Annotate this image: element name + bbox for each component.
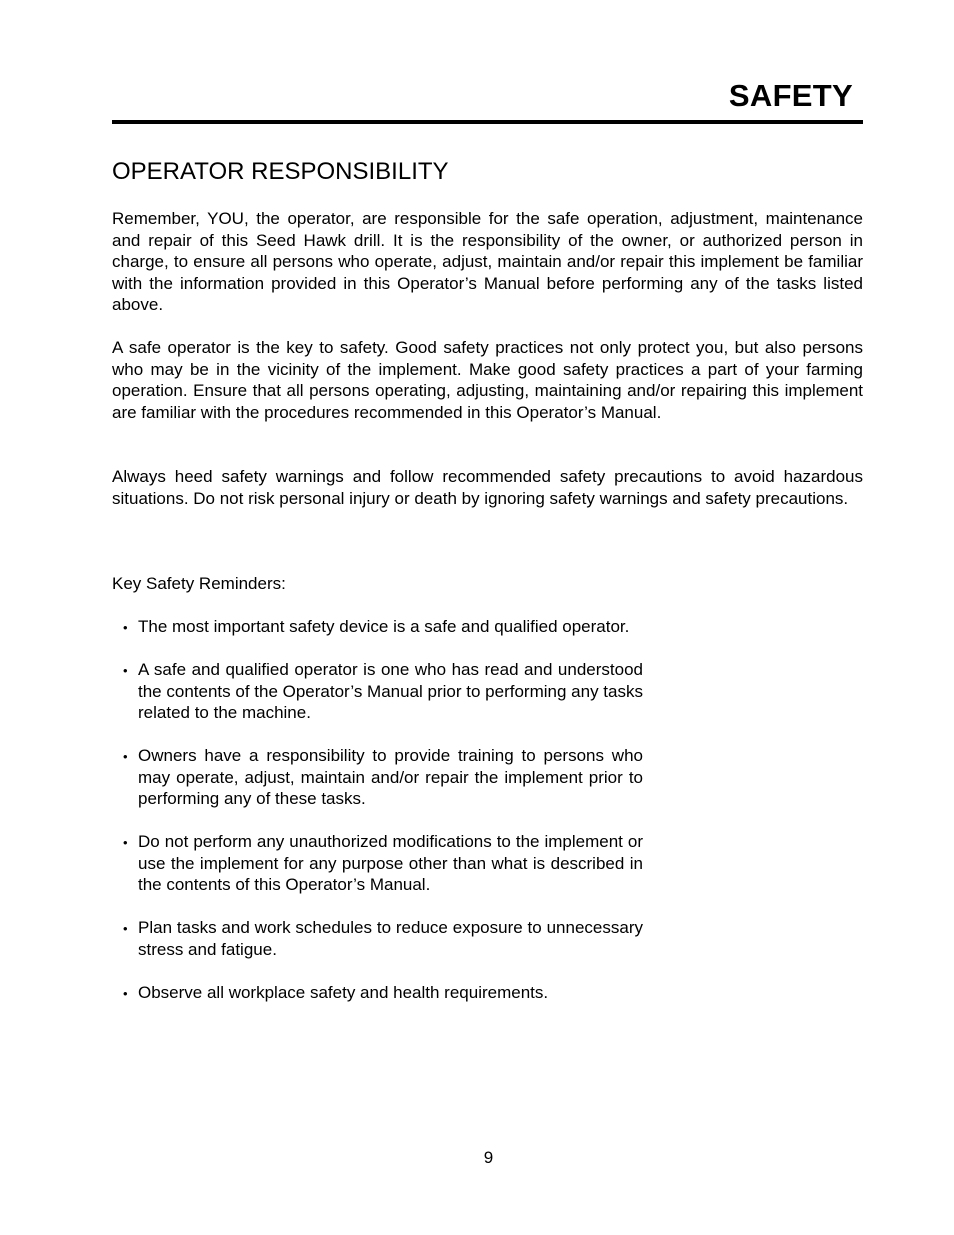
- bullet-icon: •: [123, 749, 128, 764]
- paragraph-operator-responsibility: Remember, YOU, the operator, are responsible for the safe operation, adjustment, maintenance and repair of this Seed Hawk drill. It is the responsibility of the owner, or authorized person in charge, to ensure all persons who operate, adjust, maintain and/or repair this implement be familiar with the information provided in this Operator’s Manual before performing any of the tasks listed above.: [112, 209, 863, 314]
- bullet-icon: •: [123, 663, 128, 678]
- header-rule: [112, 120, 863, 124]
- bullet-icon: •: [123, 921, 128, 936]
- list-item: [123, 745, 643, 810]
- paragraph-safe-operator: A safe operator is the key to safety. Good safety practices not only protect you, but also persons who may be in the vicinity of the implement. Make good safety practices a part of your farming operation. Ensure that all persons operating, adjusting, maintaining and/or repairing this implement are familiar with the procedures recommended in this Operator’s Manual.: [112, 338, 863, 422]
- reminders-label: Key Safety Reminders:: [112, 574, 286, 593]
- page-title: SAFETY: [728, 78, 853, 113]
- list-item: [123, 659, 643, 724]
- section-heading: OPERATOR RESPONSIBILITY: [112, 158, 449, 185]
- list-item-text: The most important safety device is a safe and qualified operator.: [138, 617, 630, 636]
- reminders-list: [123, 616, 643, 1025]
- bullet-icon: •: [123, 985, 128, 1001]
- page-number: 9: [483, 1148, 494, 1167]
- paragraph-heed-warnings: Always heed safety warnings and follow recommended safety precautions to avoid hazardous situations. Do not risk personal injury or death by ignoring safety warnings and safety precautions.: [112, 467, 863, 508]
- list-item: [123, 917, 643, 960]
- list-item: [123, 982, 643, 1004]
- list-item-text: Do not perform any unauthorized modifications to the implement or use the implement for any purpose other than what is described in the contents of this Operator’s Manual.: [138, 832, 643, 894]
- list-item-text: Observe all workplace safety and health requirements.: [138, 982, 549, 1002]
- page-header: [112, 76, 863, 124]
- list-item: [123, 831, 643, 896]
- bullet-icon: •: [123, 620, 128, 635]
- list-item-text: Owners have a responsibility to provide training to persons who may operate, adjust, maintain and/or repair the implement prior to performing any of these tasks.: [138, 746, 643, 808]
- list-item: [123, 616, 643, 638]
- list-item-text: A safe and qualified operator is one who has read and understood the contents of the Operator’s Manual prior to performing any tasks related to the machine.: [138, 660, 643, 722]
- bullet-icon: •: [123, 835, 128, 850]
- list-item-text: Plan tasks and work schedules to reduce exposure to unnecessary stress and fatigue.: [138, 918, 643, 959]
